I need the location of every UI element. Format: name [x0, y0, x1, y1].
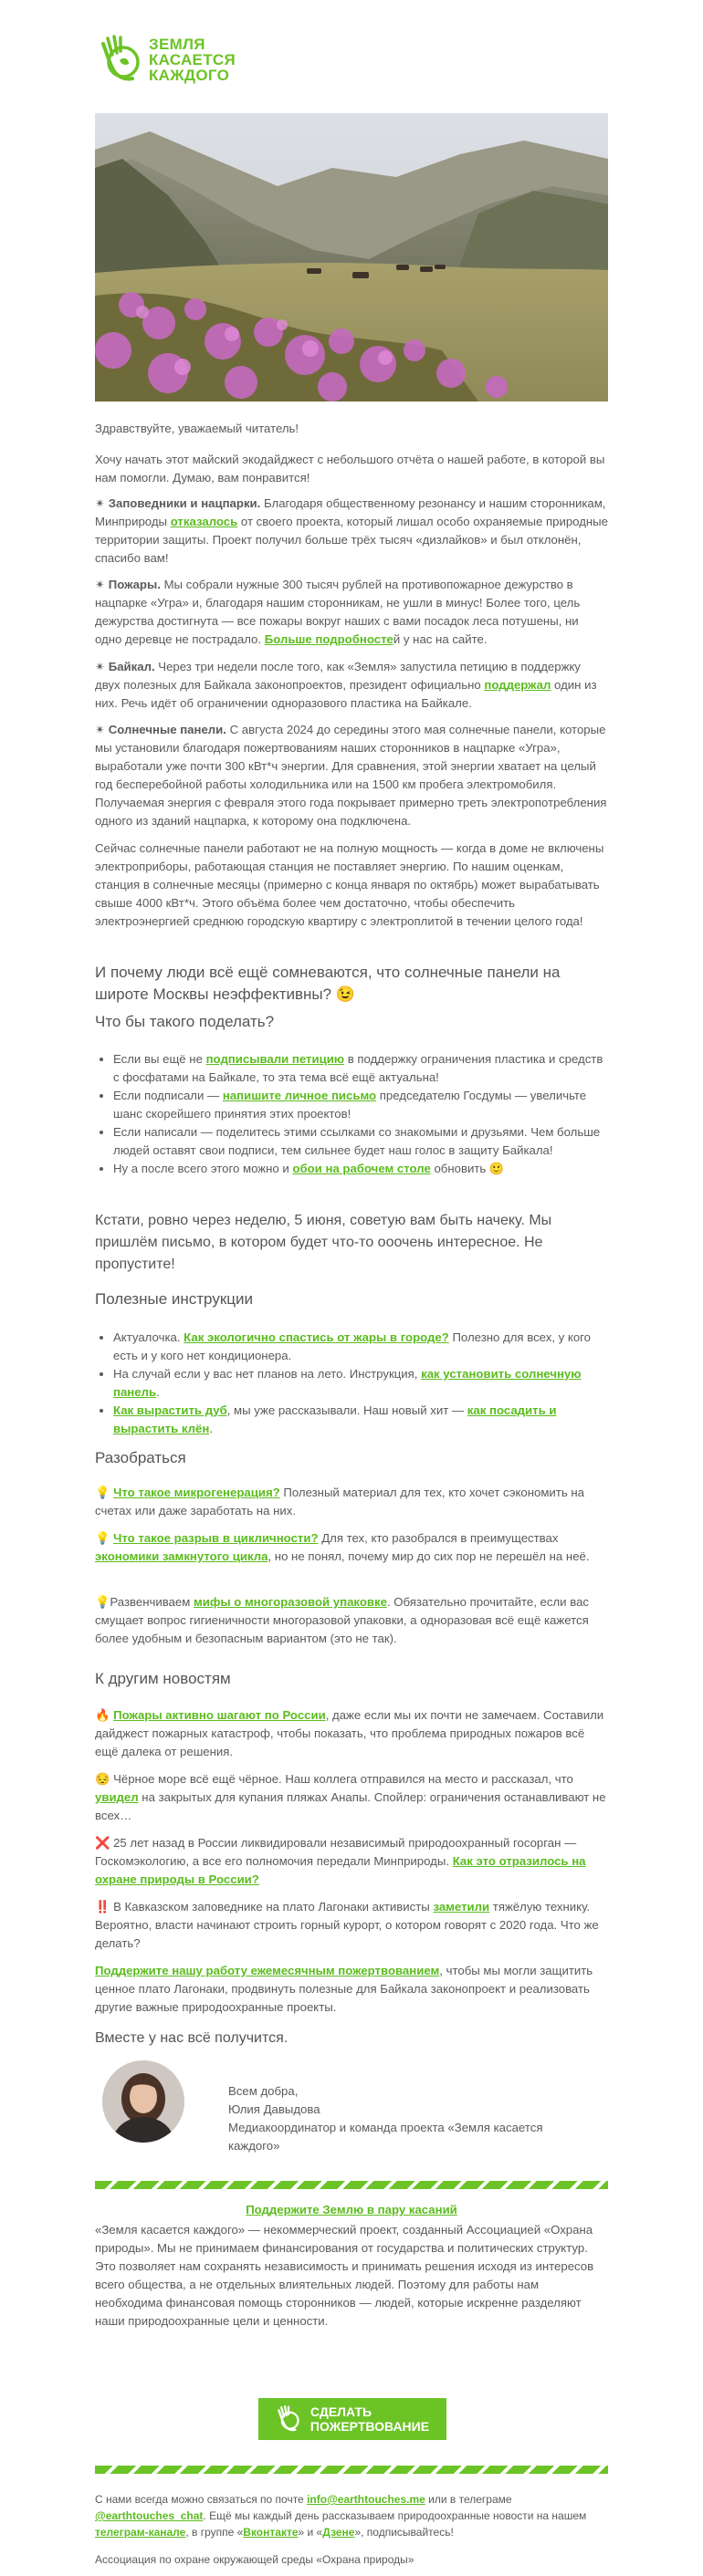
- report-title: Пожары.: [108, 578, 161, 591]
- quick-donate-link[interactable]: Поддержите Землю в пару касаний: [246, 2203, 457, 2216]
- explain-item-cycle: 💡 Что такое разрыв в цикличности? Для тех, кто разобрался в преимуществах экономики замкнутого цикла, но не понял, почему мир до сих пор не перешёл на неё.: [95, 1531, 590, 1563]
- greeting-block: [95, 420, 608, 438]
- lagonaki-link[interactable]: заметили: [433, 1900, 490, 1914]
- guides-heading: Полезные инструкции: [95, 1290, 253, 1308]
- packaging-myths-link[interactable]: мифы о многоразовой упаковке: [193, 1595, 387, 1609]
- solar-note-text: Сейчас солнечные панели работают не на полную мощность — когда в доме не включены электроприборы, работающая станция не поставляет энергию. По нашим оценкам, станция в солнечные месяцы (примерно с конца января по октябрь) может вырабатывать свыше 4000 кВт*ч. Этого объёма более чем достаточно, чтобы обеспечить электроэнергией среднюю городскую квартиру с электроплитой в течении целого года!: [95, 841, 604, 928]
- wallpaper-link[interactable]: обои на рабочем столе: [292, 1162, 431, 1175]
- guides-list: [95, 1329, 608, 1438]
- sparkle-icon: ✴: [95, 660, 109, 673]
- report-text: й у нас на сайте.: [393, 632, 488, 646]
- circular-economy-link[interactable]: экономики замкнутого цикла: [95, 1549, 268, 1563]
- todo-list: [95, 1050, 608, 1178]
- list-item: • Актуалочка. Как экологично спастись от жары в городе? Полезно для всех, у кого есть и у кого нет кондиционера.: [113, 1329, 608, 1365]
- fire-icon: 🔥: [95, 1708, 114, 1722]
- sparkle-icon: ✴: [95, 578, 109, 591]
- report-text: от своего проекта, который лишал особо охраняемые природные территории защиты. Проект получил больше трёх тысяч «дизлайков» и был отклонён, спасибо вам!: [95, 515, 608, 565]
- news-item-fires: 🔥 Пожары активно шагают по России, даже если мы их почти не замечаем. Составили дайджест пожарных катастроф, чтобы показать, что проблема природных пожаров всё ещё далека от решения.: [95, 1708, 604, 1758]
- telegram-chat-link[interactable]: @earthtouches_chat: [95, 2509, 204, 2522]
- footer-about-block: [95, 2221, 608, 2331]
- list-item: • Если подписали — напишите личное письмо председателю Госдумы — увеличьте шанс скорейшего принятия этих проектов!: [113, 1087, 608, 1123]
- footer-org-block: [95, 2551, 608, 2568]
- explain-heading: Разобраться: [95, 1449, 186, 1466]
- list-item: • Как вырастить дуб, мы уже рассказывали. Наш новый хит — как посадить и вырастить клён.: [113, 1402, 608, 1438]
- question-block: [95, 962, 608, 1006]
- report-reserves: [95, 495, 608, 568]
- todo-section: [95, 1011, 608, 1033]
- sparkle-icon: ✴: [95, 723, 109, 736]
- email-link[interactable]: info@earthtouches.me: [307, 2493, 425, 2506]
- avatar: [102, 2060, 184, 2143]
- support-block: Поддержите нашу работу ежемесячным пожертвованием, чтобы мы могли защитить ценное плато Лагонаки, продвинуть полезные для Байкала законопроект и реализовать другие важные природоохранные проекты.: [95, 1964, 593, 2014]
- maple-guide-link[interactable]: как посадить и вырастить клён: [113, 1403, 557, 1435]
- lightbulb-icon: 💡: [95, 1595, 110, 1609]
- footer-support-link-block: [95, 2201, 608, 2219]
- lightbulb-icon: 💡: [95, 1486, 114, 1499]
- heat-guide-link[interactable]: Как экологично спастись от жары в городе?: [184, 1330, 449, 1344]
- explain-item-packaging: 💡Развенчиваем мифы о многоразовой упаковке. Обязательно прочитайте, если вас смущает вопрос гигиеничности многоразовой упаковки, а одноразовая всё ещё кажется более удобным и безопасным вариантом (это не так).: [95, 1595, 589, 1645]
- list-item: • Если вы ещё не подписывали петицию в поддержку ограничения пластика и средств с фосфатами на Байкале, то эта тема всё ещё актуальна!: [113, 1050, 608, 1087]
- monthly-donation-link[interactable]: Поддержите нашу работу ежемесячным пожертвованием: [95, 1964, 440, 1977]
- brand-line-1: ЗЕМЛЯ: [149, 35, 205, 53]
- vk-link[interactable]: Вконтакте: [243, 2526, 299, 2539]
- list-item: • Ну а после всего этого можно и обои на рабочем столе обновить 🙂: [113, 1160, 608, 1178]
- brand-wordmark: [149, 37, 236, 83]
- cycle-gap-link[interactable]: Что такое разрыв в цикличности?: [113, 1531, 319, 1545]
- solar-guide-link[interactable]: как установить солнечную панель: [113, 1367, 582, 1399]
- signature-name: Юлия Давыдова: [228, 2102, 320, 2116]
- fires-digest-link[interactable]: Пожары активно шагают по России: [113, 1708, 326, 1722]
- hero-landscape-image: [95, 113, 608, 402]
- dzen-link[interactable]: Дзене: [322, 2526, 355, 2539]
- explain-section: [95, 1447, 608, 1469]
- news-item-black-sea: 😔 Чёрное море всё ещё чёрное. Наш коллега отправился на место и рассказал, что увидел на закрытых для купания пляжах Анапы. Спойлер: ограничения останавливают не всех…: [95, 1772, 606, 1822]
- goskomecology-link[interactable]: Как это отразилось на охране природы в России?: [95, 1854, 586, 1886]
- news-item-lagonaki: ‼️ В Кавказском заповеднике на плато Лагонаки активисты заметили тяжёлую технику. Вероятно, власти начинают строить горный курорт, о котором говорят с 2020 года. Что же делать?: [95, 1900, 599, 1950]
- report-link[interactable]: Больше подробносте: [264, 632, 393, 646]
- report-solar: [95, 721, 608, 830]
- anapa-report-link[interactable]: увидел: [95, 1790, 139, 1804]
- lightbulb-icon: 💡: [95, 1531, 114, 1545]
- report-text: один из них. Речь идёт об ограничении одноразового пластика на Байкале.: [95, 678, 597, 710]
- together-block: [95, 2028, 608, 2049]
- report-baikal: [95, 658, 608, 713]
- solar-note-block: [95, 840, 608, 931]
- greeting-text: Здравствуйте, уважаемый читатель!: [95, 422, 299, 435]
- report-link[interactable]: поддержал: [484, 678, 551, 692]
- together-text: Вместе у нас всё получится.: [95, 2030, 289, 2046]
- news-section: [95, 1668, 608, 1690]
- cross-icon: ❌: [95, 1836, 114, 1850]
- list-item: • Если написали — поделитесь этими ссылками со знакомыми и друзьями. Чем больше людей оставят свои подписи, тем сильнее будет наш голос в защиту Байкала!: [113, 1123, 608, 1160]
- microgeneration-link[interactable]: Что такое микрогенерация?: [113, 1486, 280, 1499]
- donate-button-label: СДЕЛАТЬ ПОЖЕРТВОВАНИЕ: [310, 2404, 430, 2434]
- intro-block: [95, 451, 608, 487]
- signature-role: Медиакоординатор и команда проекта «Земля касается каждого»: [228, 2121, 543, 2153]
- report-link[interactable]: отказалось: [170, 515, 238, 528]
- news-heading: К другим новостям: [95, 1670, 231, 1687]
- donate-button[interactable]: [258, 2398, 446, 2440]
- list-item: • На случай если у вас нет планов на лето. Инструкция, как установить солнечную панель.: [113, 1365, 608, 1402]
- sparkle-icon: ✴: [95, 496, 109, 510]
- report-title: Байкал.: [108, 660, 155, 673]
- hand-planet-icon: [100, 35, 142, 84]
- petition-link[interactable]: подписывали петицию: [205, 1052, 345, 1066]
- teaser-text: Кстати, ровно через неделю, 5 июня, советую вам быть начеку. Мы пришлём письмо, в котором будет что-то ооочень интересное. Не пропустите!: [95, 1213, 552, 1272]
- signature-greeting: Всем добра,: [228, 2084, 299, 2098]
- question-heading: И почему люди всё ещё сомневаются, что солнечные панели на широте Москвы неэффективны? 😉: [95, 964, 561, 1003]
- brand-line-3: КАЖДОГО: [149, 66, 230, 84]
- report-title: Солнечные панели.: [108, 723, 226, 736]
- report-text: С августа 2024 до середины этого мая солнечные панели, которые мы установили благодаря пожертвованиям наших сторонников в нацпарке «Угра», выработали уже почти 300 кВт*ч энергии. Для сравнения, этой энергии хватает на целый год бесперебойной работы холодильника или на 1500 км пробега электромобиля. Получаемая энергия с февраля этого года покрывает примерно треть электропотребления одного из зданий нацпарка, к которому она подключена.: [95, 723, 607, 828]
- footer-contacts-block: С нами всегда можно связаться по почте info@earthtouches.me или в телеграме @earthtouches_chat. Ещё мы каждый день рассказываем природоохранные новости на нашем телеграм-канале, в группе «Вконтакте» и «Дзене», подписывайтесь!: [95, 2493, 587, 2539]
- org-name: Ассоциация по охране окружающей среды «Охрана природы»: [95, 2553, 414, 2566]
- guides-section: [95, 1288, 608, 1310]
- news-item-goskomecology: ❌ 25 лет назад в России ликвидировали независимый природоохранный госорган — Госкомэкологию, а все его полномочия передали Минприроды. Как это отразилось на охране природы в России?: [95, 1836, 586, 1886]
- report-text: Через три недели после того, как «Земля» запустила петицию в поддержку двух полезных для Байкала законопроектов, президент официально: [95, 660, 581, 692]
- about-text: «Земля касается каждого» — некоммерческий проект, созданный Ассоциацией «Охрана природы». Мы не принимаем финансирования от государства и политических структур. Это позволяет нам сохранять независимость и принимать решения исходя из интересов всего общества, а не отдельных влиятельных людей. Поэтому для работы нам необходима финансовая помощь сторонников — людей, которые искренне разделяют наши природоохранные цели и ценности.: [95, 2223, 594, 2328]
- report-fires: [95, 576, 608, 649]
- double-exclamation-icon: ‼️: [95, 1900, 114, 1914]
- signature-block: [228, 2082, 575, 2155]
- report-text: Мы собрали нужные 300 тысяч рублей на противопожарное дежурство в нацпарке «Угра» и, благодаря нашим сторонникам, не ушли в минус! Более того, цель дежурства достигнута — все пожары вокруг наших с вами посадок леса потушены, ни одно деревце не пострадало.: [95, 578, 581, 646]
- report-title: Заповедники и нацпарки.: [108, 496, 261, 510]
- teaser-block: [95, 1210, 608, 1276]
- oak-guide-link[interactable]: Как вырастить дуб: [113, 1403, 227, 1417]
- decorative-stripe: [95, 2466, 608, 2474]
- intro-text: Хочу начать этот майский экодайджест с небольшого отчёта о нашей работе, в которой вы нам помогли. Думаю, вам понравится!: [95, 453, 605, 485]
- report-text: Благодаря общественному резонансу и нашим сторонникам, Минприроды: [95, 496, 606, 528]
- brand-logo[interactable]: [100, 35, 236, 84]
- sad-face-icon: 😔: [95, 1772, 114, 1786]
- telegram-channel-link[interactable]: телеграм-канале: [95, 2526, 186, 2539]
- hand-planet-icon: [276, 2405, 301, 2433]
- letter-link[interactable]: напишите личное письмо: [222, 1089, 377, 1102]
- explain-item-microgeneration: 💡 Что такое микрогенерация? Полезный материал для тех, кто хочет сэкономить на счетах или даже заработать на них.: [95, 1486, 584, 1517]
- decorative-stripe: [95, 2181, 608, 2189]
- todo-heading: Что бы такого поделать?: [95, 1013, 275, 1030]
- brand-line-2: КАСАЕТСЯ: [149, 50, 236, 68]
